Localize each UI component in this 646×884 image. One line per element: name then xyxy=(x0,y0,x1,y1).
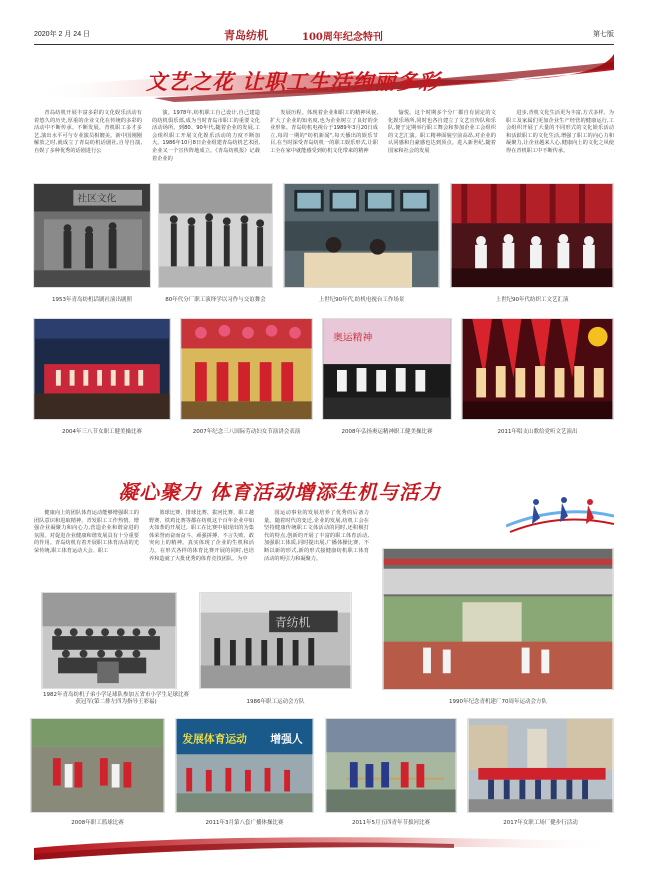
banner-text-right: 增强人 xyxy=(270,732,303,746)
edition-number: 第七版 xyxy=(593,31,614,38)
photo-2007-womens-day xyxy=(180,318,313,420)
article1-column: 青岛纺机开展丰富多彩的文化娱乐活动有着悠久的历史,厚重的企业文化在传统的多彩的活动中不断传承。不断发展。青机职工多才多艺,演出水平可与专业演员相媲美。新中国刚刚解放之时,就成立了青岛纺机话剧社,自导自演,自娱了多种优秀的话剧进行公 xyxy=(34,110,142,154)
article1-column: 愉悦。这个时期多个分厂都自有固定的文化娱乐场所,同时也各自建立了文艺宣传队和乐队,便于定期举行职工舞会和参加企业工会组织的文艺汇演。职工精神面貌空前高昂,对企业的认同感和自豪感也达到顶点。进入新世纪,随着国家和社会的发展 xyxy=(388,110,496,154)
article2-column: 篮球比赛、排球比赛、拔河比赛、职工越野赛、铁鸡比赛等都在纺机这个百年企业中如火如荼的开展过。职工在比赛中展现出的为集体荣誉而奋而奋斗、顽强拼搏、不言失败、敢突向上的精神。真实体现了企业的生机和活力。在形式各样的体育比赛开展的同时,也培养和造就了大批优秀的体育竞技团队。为中 xyxy=(149,510,254,562)
photo-1953-drama xyxy=(33,183,151,288)
photo-1990-sports-meet xyxy=(382,548,614,690)
photo-caption: 2004年三八节女职工健美操比赛 xyxy=(62,429,142,435)
photo-1986-sports-parade xyxy=(199,592,352,689)
article2-body xyxy=(34,510,374,563)
article2-column: 健康向上的团队体育运动能够增强职工的团队意识和进取精神。青发职工工作热情。增强企业凝聚力和向心力,营造企业和谐奋进的氛围。对促进企业健康和谐发展具有十分重要的作用。青岛纺机有着开展职工体育活动的光荣传统,职工体育运动大会、职工 xyxy=(34,510,139,554)
photo-caption: 上世纪90年代,纺机电视台工作场景 xyxy=(318,297,405,303)
photo-caption: 2011年3月第八套广播体操比赛 xyxy=(205,820,284,826)
photo-2008-basketball xyxy=(30,718,165,813)
photo-2011-radio-exercise xyxy=(175,718,314,813)
bottom-ribbon xyxy=(34,830,614,860)
photo-1982-football-team xyxy=(41,592,177,689)
article1-body xyxy=(34,110,614,163)
banner-text-left: 发展体育运动 xyxy=(182,732,247,746)
photo-90s-performance xyxy=(450,183,614,288)
photo-caption: 2017年女职工场厂健步行活动 xyxy=(503,820,578,826)
issue-date: 2020年 2 月 24 日 xyxy=(34,31,91,38)
article1-headline: 文艺之花 让职工生活绚丽多彩 xyxy=(146,69,441,94)
photo-2008-olympic-aerobics xyxy=(322,318,452,420)
photo-caption: 1986年职工运动会方队 xyxy=(246,699,305,705)
photo-caption: 2011年唱支山歌给党听文艺演出 xyxy=(497,429,578,435)
photo-2011-party-song xyxy=(461,318,614,420)
photo-caption: 2011年5月五四青年节拔河比赛 xyxy=(352,820,430,826)
article1-column: 演。1978年,纺机职工自己设计,自己建造的纺机俱乐部,成为当时青岛市职工的重要文化活动场所。到80、90年代,随着企业的发展,工会组织职工开展文化娱乐活动的力度不断加大。1986年10月8日企业组建青岛纺机艺术团,企业又一个宣传阵地成立。《青岛纺机报》记载着企业的 xyxy=(152,110,260,162)
paper-title: 青岛纺机 xyxy=(224,29,268,42)
photo-2004-aerobics xyxy=(33,318,171,420)
photo-caption: 1990年纪念青机建厂70周年运动会方队 xyxy=(449,699,547,705)
svg-text:奥运精神: 奥运精神 xyxy=(333,332,373,344)
masthead xyxy=(34,27,614,43)
article2-column: 国运动事业的发展培养了优秀的后备力量。随着时代的变迁,企业的发展,纺机工会在坚持健康传统职工文体活动的同时,还积极打代的特点,创新的开展了丰富的职工体育活动,加强职工体质,同时提出展,广播体操比赛、不断以新的形式,新的形式接健康纺机职工体育活动的明引力和凝聚力。 xyxy=(264,510,369,562)
photo-caption: 1953年青岛纺机话剧社演出剧照 xyxy=(52,297,132,303)
photo-caption: 2008年弘扬奥运精神职工健美操比赛 xyxy=(341,429,433,435)
photo-80s-dance xyxy=(158,183,273,288)
photo-2011-tug-of-war xyxy=(325,718,457,813)
article2-headline: 凝心聚力 体育活动增添生机与活力 xyxy=(118,480,441,504)
photo-caption: 80年代分厂职工演绎学以习作与交谊舞会 xyxy=(165,297,266,303)
article1-column: 进步,青机文化生活更为丰富,方式多样。为职工及家属们更加企业生产经营的健康运行,工会组织开展了大量的不同形式的文化娱乐活动和活跃职工的文化生活,增强了职工的向心力和凝聚力,让企业越来人心,健康向上的文化之风使得在青机职工中不断传承。 xyxy=(506,110,614,154)
photo-caption: 1982年青岛纺机子弟小学足球队参加五省市小学生足球比赛获冠军(第二排左四为指导王彩福) xyxy=(43,692,189,705)
runners-decoration xyxy=(506,494,614,538)
photo-2017-walking-event xyxy=(467,718,614,813)
photo-tv-station xyxy=(283,183,440,288)
photo-caption: 2008年职工篮球比赛 xyxy=(71,820,124,826)
photo-banner-text: 社区文化 xyxy=(77,193,117,205)
photo-caption: 2007年纪念三八国际劳动妇女节演讲会表演 xyxy=(192,429,301,435)
special-issue-title: 100周年纪念特刊 xyxy=(302,32,383,43)
svg-text:青纺机: 青纺机 xyxy=(275,615,311,630)
photo-caption: 上世纪90年代纺织工文艺汇演 xyxy=(495,297,569,303)
masthead-rule xyxy=(34,44,614,45)
article1-column: 发展历程。体现着企业和职工的精神风貌,扩大了企业的知名度,也为企业树立了良好的企业形象。青岛纺机电视台于1989年3月20日成立,每周一期的"纺机新闻",每天播出的娱乐节目,在当时深受青岛纺机一的职工娱乐形式,让职工全在家中就能感受到纺机文化带来的精神 xyxy=(270,110,378,154)
